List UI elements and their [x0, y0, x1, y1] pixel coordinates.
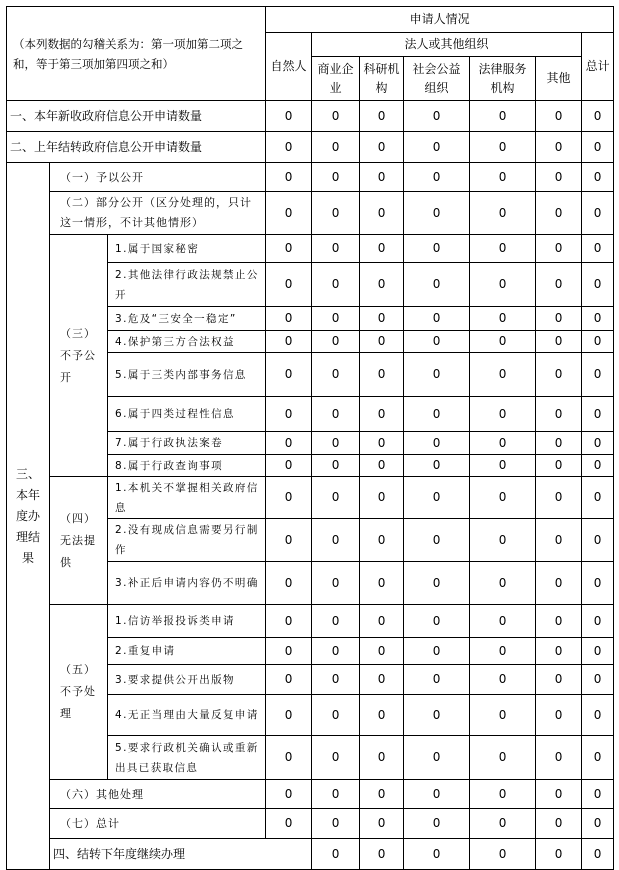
table-row: [7, 192, 614, 235]
value-cell: 0: [360, 263, 404, 307]
value-cell: 0: [360, 307, 404, 331]
value-cell: 0: [360, 605, 404, 638]
value-cell: 0: [266, 780, 312, 809]
value-cell: 0: [404, 780, 470, 809]
value-cell: 0: [536, 665, 582, 695]
value-cell: 0: [266, 192, 312, 235]
value-cell: 0: [404, 665, 470, 695]
value-cell: 0: [312, 307, 360, 331]
value-cell: 0: [266, 432, 312, 455]
value-cell: 0: [312, 192, 360, 235]
value-cell: 0: [266, 331, 312, 353]
value-cell: 0: [312, 235, 360, 263]
value-cell: 0: [404, 397, 470, 432]
value-cell: 0: [312, 263, 360, 307]
table-row: [7, 839, 614, 870]
row-label: 8.属于行政查询事项: [108, 455, 266, 477]
value-cell: 0: [360, 192, 404, 235]
table-description: （本列数据的勾稽关系为：第一项加第二项之和，等于第三项加第四项之和）: [7, 7, 266, 101]
value-cell: 0: [312, 132, 360, 163]
value-cell: 0: [312, 695, 360, 736]
value-cell: 0: [266, 263, 312, 307]
value-cell: 0: [470, 101, 536, 132]
value-cell: 0: [312, 780, 360, 809]
value-cell: 0: [582, 695, 614, 736]
row-label: （六）其他处理: [50, 780, 266, 809]
value-cell: 0: [312, 638, 360, 665]
value-cell: 0: [360, 519, 404, 562]
value-cell: 0: [536, 519, 582, 562]
value-cell: 0: [536, 101, 582, 132]
value-cell: 0: [582, 665, 614, 695]
table-row: [7, 477, 614, 519]
value-cell: 0: [360, 397, 404, 432]
value-cell: 0: [536, 397, 582, 432]
value-cell: 0: [582, 235, 614, 263]
value-cell: 0: [582, 432, 614, 455]
group-label-not-disclosed: （三）不予公开: [50, 235, 108, 477]
value-cell: 0: [470, 780, 536, 809]
value-cell: 0: [470, 331, 536, 353]
value-cell: 0: [536, 192, 582, 235]
row-label: 2.重复申请: [108, 638, 266, 665]
row-label: 5.要求行政机关确认或重新出具已获取信息: [108, 736, 266, 780]
value-cell: 0: [404, 163, 470, 192]
value-cell: 0: [582, 192, 614, 235]
value-cell: 0: [470, 839, 536, 870]
row-label: 四、结转下年度继续办理: [50, 839, 312, 870]
value-cell: 0: [536, 780, 582, 809]
value-cell: 0: [470, 132, 536, 163]
value-cell: 0: [470, 307, 536, 331]
row-label: 一、本年新收政府信息公开申请数量: [7, 101, 266, 132]
value-cell: 0: [404, 519, 470, 562]
value-cell: 0: [582, 839, 614, 870]
value-cell: 0: [312, 809, 360, 839]
col-legal-service: 法律服务机构: [470, 57, 536, 101]
value-cell: 0: [536, 263, 582, 307]
table-row: [7, 163, 614, 192]
table-row: [7, 132, 614, 163]
table-row: [7, 809, 614, 839]
value-cell: 0: [312, 665, 360, 695]
value-cell: 0: [536, 163, 582, 192]
value-cell: 0: [470, 235, 536, 263]
value-cell: 0: [266, 562, 312, 605]
value-cell: 0: [404, 432, 470, 455]
value-cell: 0: [582, 562, 614, 605]
value-cell: 0: [360, 235, 404, 263]
value-cell: 0: [266, 397, 312, 432]
value-cell: 0: [536, 331, 582, 353]
value-cell: 0: [360, 809, 404, 839]
value-cell: 0: [536, 809, 582, 839]
value-cell: 0: [266, 638, 312, 665]
value-cell: 0: [266, 132, 312, 163]
value-cell: 0: [582, 780, 614, 809]
value-cell: 0: [266, 695, 312, 736]
value-cell: 0: [360, 353, 404, 397]
table-row: [7, 235, 614, 263]
value-cell: 0: [266, 353, 312, 397]
value-cell: 0: [470, 192, 536, 235]
value-cell: 0: [404, 132, 470, 163]
value-cell: 0: [312, 605, 360, 638]
value-cell: 0: [404, 695, 470, 736]
value-cell: 0: [404, 562, 470, 605]
value-cell: 0: [404, 736, 470, 780]
value-cell: 0: [582, 163, 614, 192]
value-cell: 0: [582, 519, 614, 562]
value-cell: 0: [470, 562, 536, 605]
value-cell: 0: [470, 455, 536, 477]
value-cell: 0: [536, 562, 582, 605]
value-cell: 0: [360, 132, 404, 163]
value-cell: 0: [360, 432, 404, 455]
row-label: 5.属于三类内部事务信息: [108, 353, 266, 397]
value-cell: 0: [404, 353, 470, 397]
value-cell: 0: [536, 235, 582, 263]
value-cell: 0: [582, 477, 614, 519]
value-cell: 0: [360, 780, 404, 809]
value-cell: 0: [582, 101, 614, 132]
value-cell: 0: [582, 605, 614, 638]
col-research: 科研机构: [360, 57, 404, 101]
value-cell: 0: [312, 397, 360, 432]
value-cell: 0: [404, 307, 470, 331]
value-cell: 0: [470, 736, 536, 780]
col-public-welfare: 社会公益组织: [404, 57, 470, 101]
value-cell: 0: [312, 477, 360, 519]
col-business: 商业企业: [312, 57, 360, 101]
value-cell: 0: [582, 736, 614, 780]
value-cell: 0: [470, 432, 536, 455]
value-cell: 0: [360, 477, 404, 519]
value-cell: 0: [312, 455, 360, 477]
value-cell: 0: [470, 477, 536, 519]
section3-label: 三、本年度办理结果: [7, 163, 50, 870]
value-cell: 0: [312, 101, 360, 132]
value-cell: 0: [470, 397, 536, 432]
value-cell: 0: [536, 307, 582, 331]
value-cell: 0: [582, 307, 614, 331]
value-cell: 0: [266, 665, 312, 695]
value-cell: 0: [360, 163, 404, 192]
row-label: 3.危及“三安全一稳定”: [108, 307, 266, 331]
row-label: 3.要求提供公开出版物: [108, 665, 266, 695]
group-label-not-processed: （五）不予处理: [50, 605, 108, 780]
table-row: [7, 101, 614, 132]
applicant-header: 申请人情况: [266, 7, 614, 33]
value-cell: 0: [582, 397, 614, 432]
value-cell: 0: [470, 809, 536, 839]
value-cell: 0: [404, 455, 470, 477]
value-cell: 0: [266, 477, 312, 519]
value-cell: 0: [404, 101, 470, 132]
value-cell: 0: [404, 477, 470, 519]
value-cell: 0: [360, 736, 404, 780]
row-label: 6.属于四类过程性信息: [108, 397, 266, 432]
value-cell: 0: [266, 736, 312, 780]
value-cell: 0: [312, 562, 360, 605]
value-cell: 0: [536, 432, 582, 455]
value-cell: 0: [266, 235, 312, 263]
value-cell: 0: [536, 455, 582, 477]
value-cell: 0: [536, 353, 582, 397]
value-cell: 0: [360, 562, 404, 605]
value-cell: 0: [404, 809, 470, 839]
row-label: 二、上年结转政府信息公开申请数量: [7, 132, 266, 163]
group-label-cannot-provide: （四）无法提供: [50, 477, 108, 605]
value-cell: 0: [266, 455, 312, 477]
row-label: 4.保护第三方合法权益: [108, 331, 266, 353]
value-cell: 0: [404, 235, 470, 263]
value-cell: 0: [266, 163, 312, 192]
value-cell: 0: [360, 638, 404, 665]
value-cell: 0: [360, 665, 404, 695]
value-cell: 0: [582, 331, 614, 353]
value-cell: 0: [360, 839, 404, 870]
value-cell: 0: [360, 101, 404, 132]
value-cell: 0: [582, 638, 614, 665]
value-cell: 0: [266, 307, 312, 331]
value-cell: 0: [536, 605, 582, 638]
value-cell: 0: [360, 695, 404, 736]
col-natural-person: 自然人: [266, 33, 312, 101]
value-cell: 0: [360, 455, 404, 477]
table-row: [7, 605, 614, 638]
value-cell: 0: [312, 839, 360, 870]
value-cell: 0: [312, 331, 360, 353]
value-cell: 0: [404, 192, 470, 235]
row-label: 4.无正当理由大量反复申请: [108, 695, 266, 736]
value-cell: 0: [404, 263, 470, 307]
value-cell: 0: [536, 839, 582, 870]
value-cell: 0: [536, 132, 582, 163]
value-cell: 0: [312, 519, 360, 562]
value-cell: 0: [404, 605, 470, 638]
value-cell: 0: [266, 809, 312, 839]
legal-org-header: 法人或其他组织: [312, 33, 582, 57]
row-label: 3.补正后申请内容仍不明确: [108, 562, 266, 605]
value-cell: 0: [470, 353, 536, 397]
row-label: 7.属于行政执法案卷: [108, 432, 266, 455]
row-label: 2.其他法律行政法规禁止公开: [108, 263, 266, 307]
value-cell: 0: [582, 809, 614, 839]
value-cell: 0: [470, 638, 536, 665]
row-label: 1.属于国家秘密: [108, 235, 266, 263]
value-cell: 0: [536, 638, 582, 665]
value-cell: 0: [404, 839, 470, 870]
value-cell: 0: [470, 605, 536, 638]
row-label: （七）总计: [50, 809, 266, 839]
row-label: （一）予以公开: [50, 163, 266, 192]
row-label: （二）部分公开（区分处理的，只计这一情形，不计其他情形）: [50, 192, 266, 235]
value-cell: 0: [312, 353, 360, 397]
value-cell: 0: [582, 132, 614, 163]
value-cell: 0: [266, 101, 312, 132]
value-cell: 0: [582, 263, 614, 307]
info-disclosure-table: [6, 6, 614, 870]
value-cell: 0: [266, 605, 312, 638]
col-total: 总计: [582, 33, 614, 101]
row-label: 1.本机关不掌握相关政府信息: [108, 477, 266, 519]
value-cell: 0: [582, 455, 614, 477]
value-cell: 0: [470, 665, 536, 695]
value-cell: 0: [312, 432, 360, 455]
value-cell: 0: [404, 331, 470, 353]
col-other: 其他: [536, 57, 582, 101]
value-cell: 0: [404, 638, 470, 665]
row-label: 1.信访举报投诉类申请: [108, 605, 266, 638]
table-row: [7, 780, 614, 809]
value-cell: 0: [536, 477, 582, 519]
value-cell: 0: [470, 519, 536, 562]
value-cell: 0: [536, 736, 582, 780]
value-cell: 0: [312, 163, 360, 192]
value-cell: 0: [470, 263, 536, 307]
value-cell: 0: [470, 695, 536, 736]
row-label: 2.没有现成信息需要另行制作: [108, 519, 266, 562]
value-cell: 0: [266, 519, 312, 562]
value-cell: 0: [582, 353, 614, 397]
value-cell: 0: [536, 695, 582, 736]
value-cell: 0: [312, 736, 360, 780]
value-cell: 0: [360, 331, 404, 353]
value-cell: 0: [470, 163, 536, 192]
